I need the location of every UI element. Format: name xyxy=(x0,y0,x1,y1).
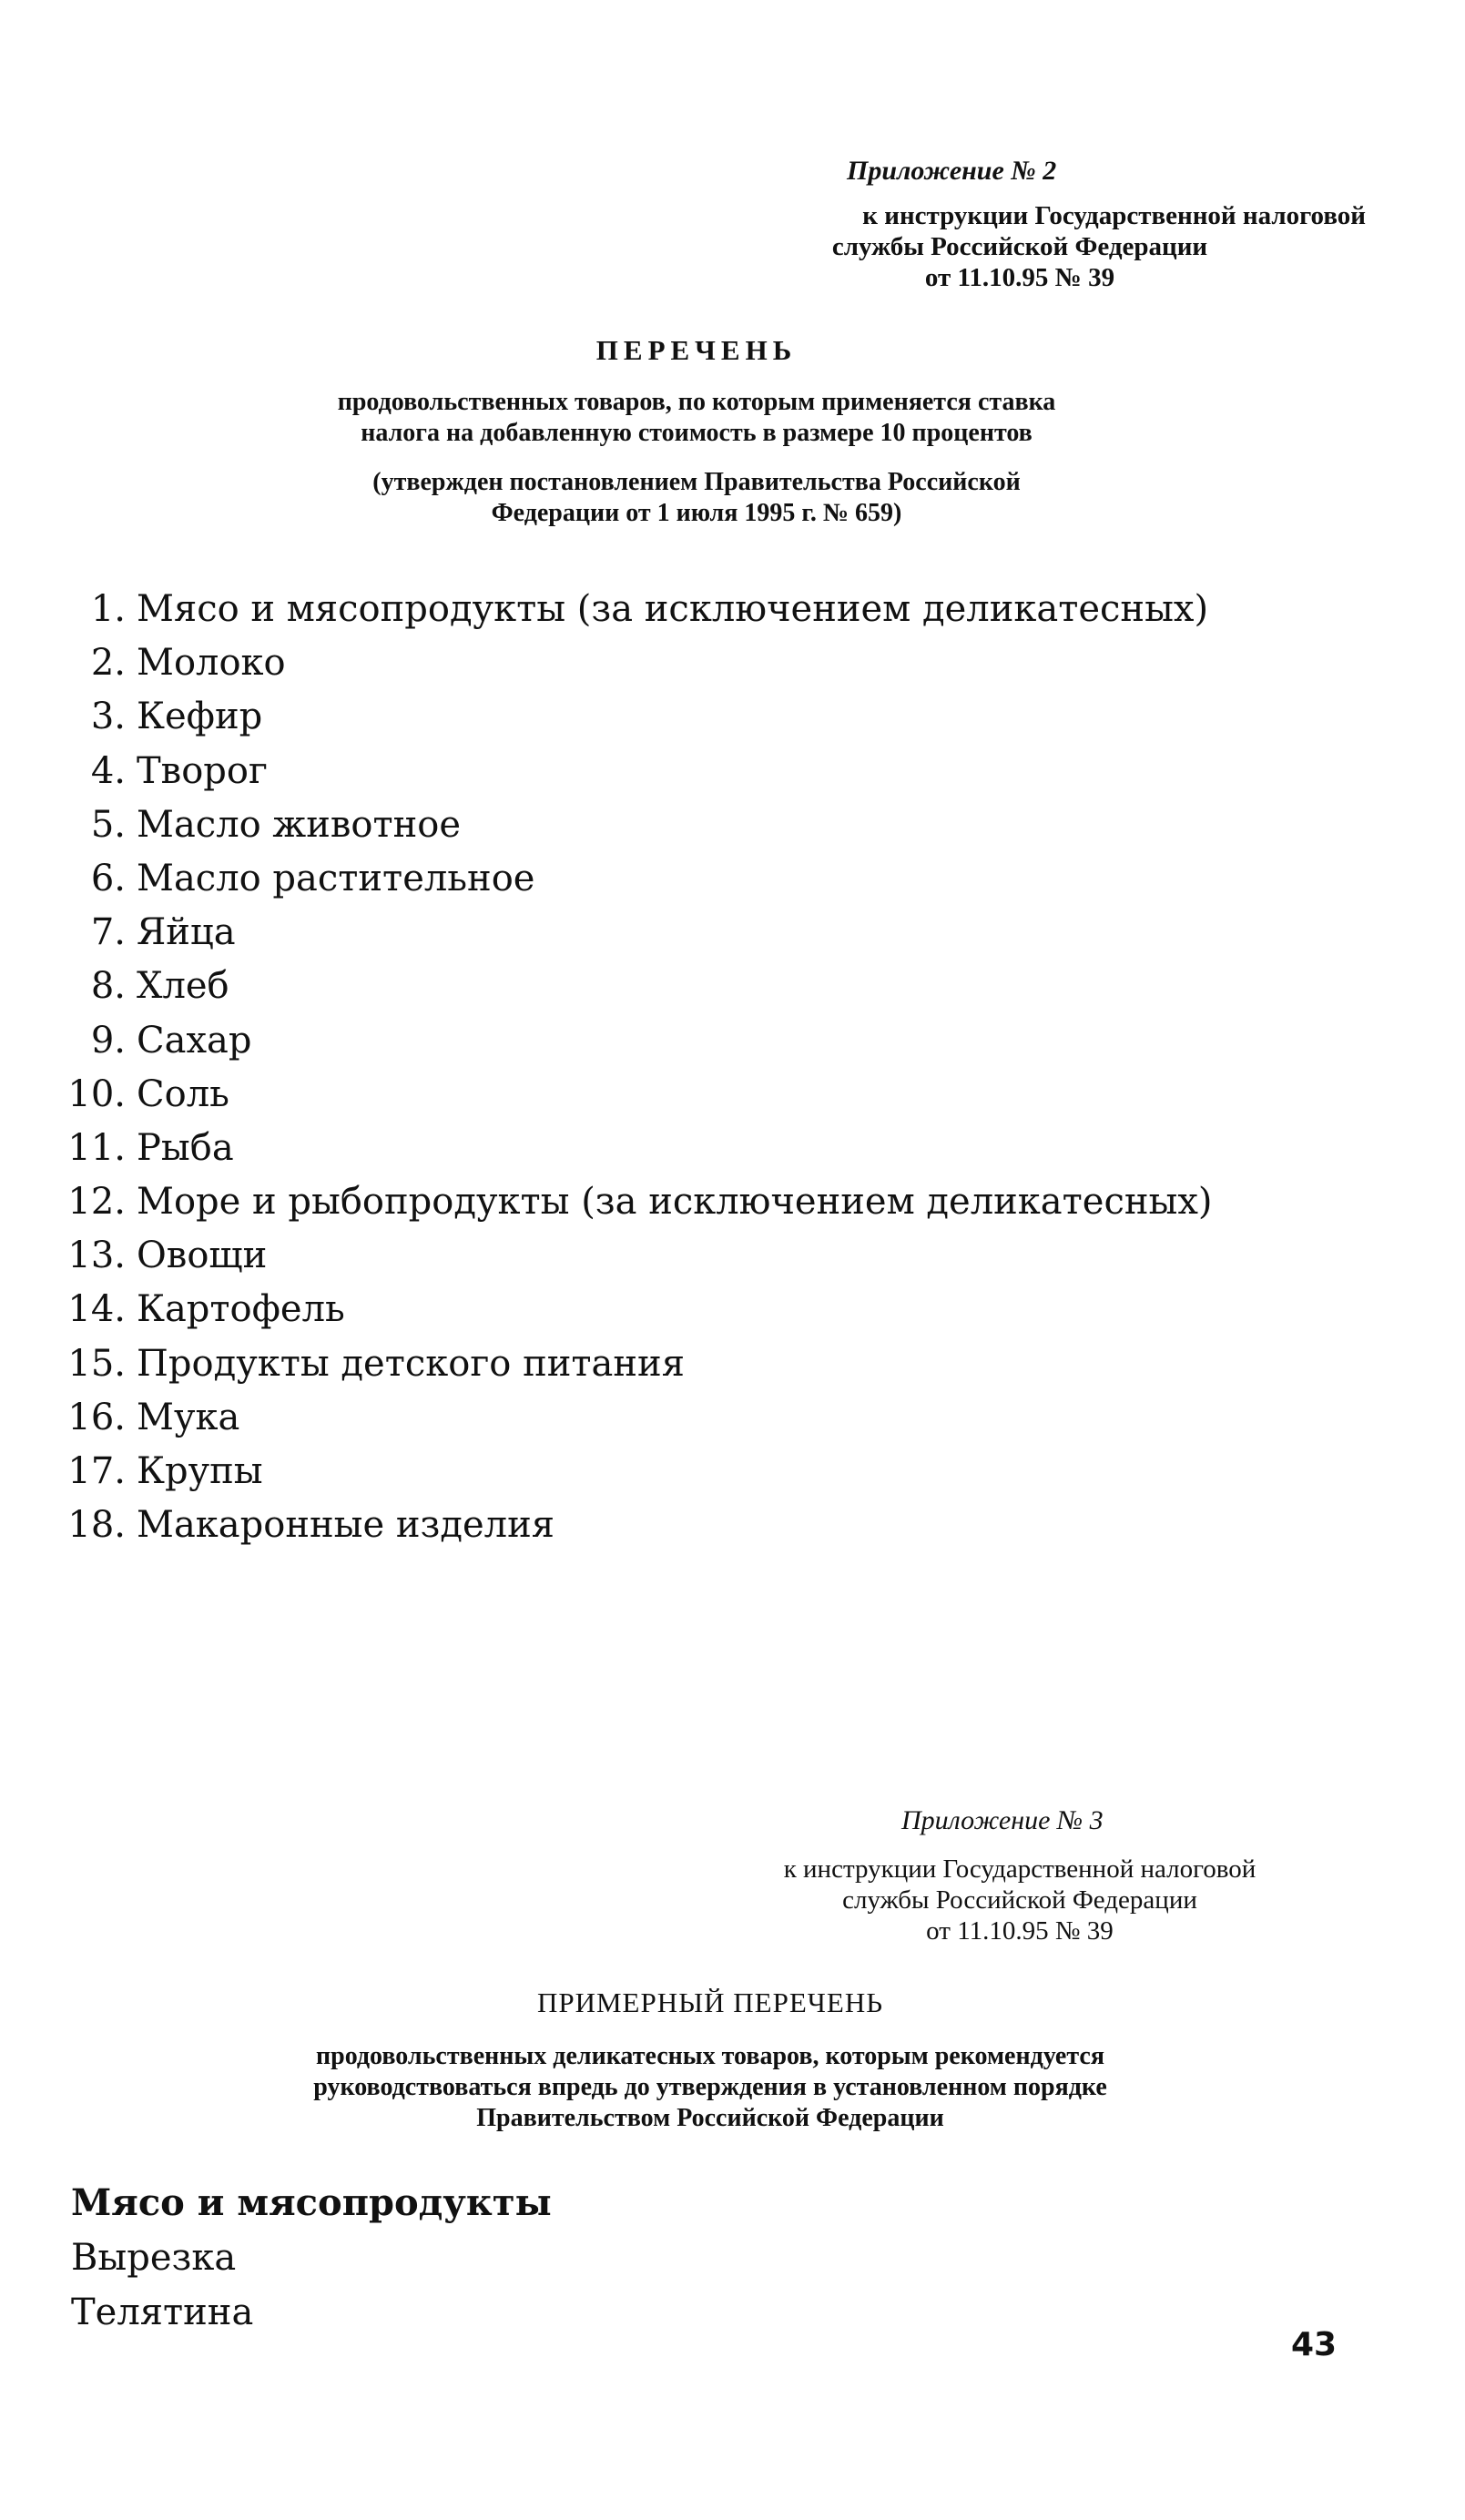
list-2-title-block xyxy=(209,332,1184,529)
list-item xyxy=(64,1499,1247,1552)
list-item xyxy=(64,1175,1247,1229)
appendix-3-line: службы Российской Федерации xyxy=(842,1885,1197,1915)
item-text: Мука xyxy=(137,1396,240,1438)
page-number: 43 xyxy=(1291,2326,1338,2363)
list-2-description-line: налога на добавленную стоимость в размере 10 процентов xyxy=(361,419,1033,447)
list-item xyxy=(64,1014,1247,1068)
list-3-description-line: продовольственных деликатесных товаров, которым рекомендуется xyxy=(315,2042,1105,2070)
list-item xyxy=(64,745,1247,798)
item-number: 13. xyxy=(67,1235,126,1277)
appendix-2-line: к инструкции Государственной налоговой xyxy=(862,201,1366,230)
list-item xyxy=(64,1068,1247,1122)
list-item xyxy=(64,1391,1247,1445)
item-text: Рыба xyxy=(137,1126,234,1169)
item-number: 18. xyxy=(67,1504,126,1547)
appendix-3-line: от 11.10.95 № 39 xyxy=(926,1916,1114,1946)
item-number: 12. xyxy=(67,1181,126,1224)
item-number: 7. xyxy=(90,911,126,954)
item-text: Масло растительное xyxy=(137,857,535,899)
item-text: Кефир xyxy=(137,696,263,738)
list-item xyxy=(64,690,1247,744)
item-text: Хлеб xyxy=(137,965,229,1008)
item-text: Море и рыбопродукты (за исключением деликатесных) xyxy=(137,1181,1213,1224)
item-number: 16. xyxy=(67,1396,126,1438)
item-number: 4. xyxy=(90,749,126,792)
appendix-2-title: Приложение № 2 xyxy=(847,156,1057,186)
item-number: 1. xyxy=(90,588,126,630)
list-3-description-line: Правительством Российской Федерации xyxy=(476,2104,944,2132)
item-number: 3. xyxy=(90,696,126,738)
item-text: Соль xyxy=(137,1072,229,1115)
item-number: 8. xyxy=(90,965,126,1008)
item-text: Овощи xyxy=(137,1235,268,1277)
list-item: Вырезка xyxy=(71,2237,237,2279)
section-title: Мясо и мясопродукты xyxy=(71,2181,552,2224)
item-number: 9. xyxy=(90,1019,126,1062)
list-item xyxy=(64,636,1247,690)
list-2-description-line: продовольственных товаров, по которым применяется ставка xyxy=(337,388,1056,416)
item-text: Яйца xyxy=(137,911,236,954)
item-text: Молоко xyxy=(137,642,286,685)
list-item xyxy=(64,798,1247,852)
item-number: 14. xyxy=(67,1288,126,1331)
appendix-3-title: Приложение № 3 xyxy=(901,1805,1104,1835)
item-text: Мясо и мясопродукты (за исключением деликатесных) xyxy=(137,588,1209,630)
item-number: 15. xyxy=(67,1342,126,1385)
item-number: 17. xyxy=(67,1450,126,1492)
item-number: 11. xyxy=(67,1126,126,1169)
food-items-list xyxy=(64,583,1247,1552)
appendix-3-line: к инструкции Государственной налоговой xyxy=(783,1854,1256,1884)
list-item xyxy=(64,1283,1247,1336)
item-text: Крупы xyxy=(137,1450,263,1492)
list-2-approval-line: (утвержден постановлением Правительства Российской xyxy=(372,468,1021,496)
appendix-3-header xyxy=(674,1804,1366,1946)
item-text: Продукты детского питания xyxy=(137,1342,685,1385)
list-item xyxy=(64,1229,1247,1283)
appendix-2-header xyxy=(674,155,1366,293)
appendix-2-line: от 11.10.95 № 39 xyxy=(924,263,1115,292)
list-3-heading: ПРИМЕРНЫЙ ПЕРЕЧЕНЬ xyxy=(536,1987,884,2018)
list-item xyxy=(64,1337,1247,1391)
list-item xyxy=(64,583,1247,636)
item-number: 2. xyxy=(90,642,126,685)
list-item xyxy=(64,1445,1247,1499)
list-3-description-line: руководствоваться впредь до утверждения в установленном порядке xyxy=(313,2073,1107,2101)
list-item xyxy=(64,906,1247,960)
item-text: Масло животное xyxy=(137,803,462,846)
item-text: Картофель xyxy=(137,1288,345,1331)
item-text: Творог xyxy=(137,749,268,792)
item-number: 6. xyxy=(90,857,126,899)
list-2-approval-line: Федерации от 1 июля 1995 г. № 659) xyxy=(491,499,902,527)
item-number: 10. xyxy=(67,1072,126,1115)
list-item xyxy=(64,1122,1247,1175)
item-text: Сахар xyxy=(137,1019,252,1062)
list-item xyxy=(64,960,1247,1013)
list-3-title-block xyxy=(182,1985,1238,2134)
item-number: 5. xyxy=(90,803,126,846)
list-item: Телятина xyxy=(71,2291,254,2333)
list-2-heading: ПЕРЕЧЕНЬ xyxy=(595,334,798,366)
appendix-2-line: службы Российской Федерации xyxy=(831,232,1208,261)
item-text: Макаронные изделия xyxy=(137,1504,554,1547)
list-item xyxy=(64,852,1247,906)
delicatessen-list xyxy=(71,2176,890,2340)
